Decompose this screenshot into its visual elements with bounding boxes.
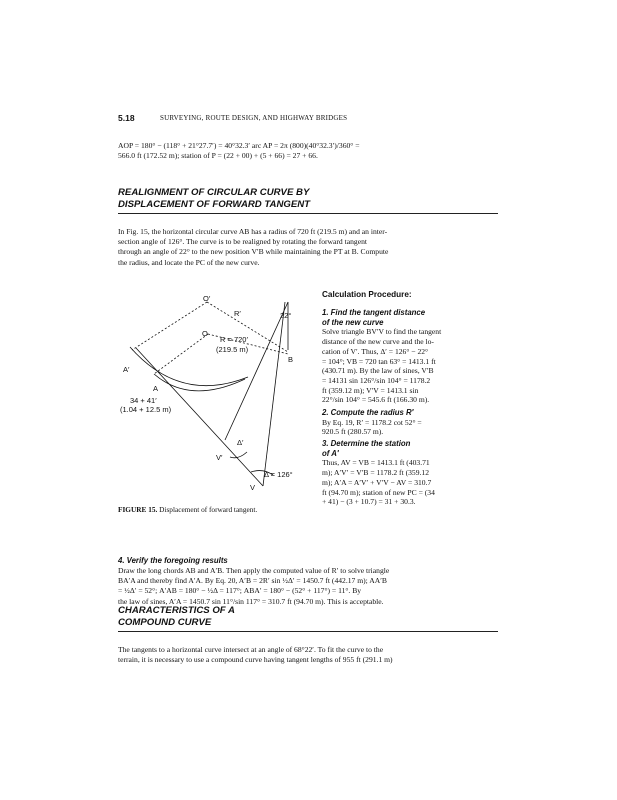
- label-v-prime: V′: [216, 453, 223, 462]
- radius-prime-left: [132, 302, 207, 350]
- label-r-metric: (219.5 m): [216, 345, 249, 354]
- text-line: = 14131 sin 126°/sin 104° = 1178.2: [322, 375, 431, 385]
- label-b: B: [288, 355, 294, 364]
- step-title: 2. Compute the radius R′: [322, 408, 414, 417]
- radius-left: [154, 334, 208, 374]
- step-title: 4. Verify the foregoing results: [118, 556, 228, 565]
- text-line: AOP = 180° − (118° + 21°27.7′) = 40°32.3′ arc AP = 2π (800)(40°32.3′)/360° =: [118, 141, 360, 150]
- text-line: Solve triangle BV′V to find the tangent: [322, 327, 442, 337]
- intro-paragraph: [118, 141, 498, 161]
- text-line: + 41) − (3 + 10.7) = 31 + 30.3.: [322, 497, 416, 507]
- text-line: In Fig. 15, the horizontal circular curve AB has a radius of 720 ft (219.5 m) and an inter-: [118, 227, 388, 236]
- section-rule: [118, 631, 498, 632]
- figure-caption: [118, 505, 257, 514]
- text-line: Draw the long chords AB and A′B. Then apply the computed value of R′ to solve triangle: [118, 566, 390, 575]
- caption-label: FIGURE 15.: [118, 505, 158, 514]
- section-rule: [118, 213, 498, 214]
- text-line: BA′A and thereby find A′A. By Eq. 20, A′B = 2R′ sin ½Δ′ = 1450.7 ft (442.17 m); AA′B: [118, 576, 387, 586]
- curve-diagram: [120, 292, 316, 502]
- text-line: m); A′V′ = V′B = 1178.2 ft (359.12: [322, 468, 429, 478]
- page-number: 5.18: [118, 113, 135, 123]
- text-line: ft (94.70 m); station of new PC = (34: [322, 487, 435, 497]
- heading-line: DISPLACEMENT OF FORWARD TANGENT: [118, 198, 311, 210]
- text-line: distance of the new curve and the lo-: [322, 337, 434, 347]
- label-station-metric: (1.04 + 12.5 m): [120, 405, 172, 414]
- text-line: 566.0 ft (172.52 m); station of P = (22 + 00) + (5 + 66) = 27 + 66.: [118, 151, 318, 161]
- label-delta-126: Δ = 126°: [264, 470, 293, 479]
- label-o-prime: O′: [203, 294, 211, 303]
- heading-line: CHARACTERISTICS OF A: [118, 605, 235, 616]
- heading-line: REALIGNMENT OF CIRCULAR CURVE BY: [118, 187, 310, 198]
- compound-curve-paragraph: [118, 645, 498, 665]
- text-line: ft (359.12 m); V′V = 1413.1 sin: [322, 385, 419, 395]
- text-line: 22°/sin 104° = 545.6 ft (166.30 m).: [322, 395, 430, 405]
- label-r-prime: R′: [234, 309, 241, 318]
- text-line: = 104°; VB = 720 tan 63° = 1413.1 ft: [322, 356, 436, 366]
- text-line: 920.5 ft (280.57 m).: [322, 427, 384, 437]
- label-a: A: [153, 384, 159, 393]
- back-tangent: [136, 348, 263, 486]
- text-line: through an angle of 22° to the new position V′B while maintaining the PT at B. Compute: [118, 247, 389, 257]
- step-4-body: [118, 566, 498, 607]
- text-line: The tangents to a horizontal curve intersect at an angle of 68°22′. To fit the curve to the: [118, 645, 384, 654]
- text-line: (430.71 m). By the law of sines, V′B: [322, 366, 434, 376]
- running-title: SURVEYING, ROUTE DESIGN, AND HIGHWAY BRIDGES: [160, 114, 348, 122]
- step-title: 1. Find the tangent distance: [322, 308, 426, 317]
- forward-tangent: [263, 302, 285, 486]
- figure-15: [120, 292, 316, 502]
- step-title: 3. Determine the station: [322, 439, 411, 448]
- text-line: = ½Δ′ = 52°; A′AB = 180° − ½Δ = 117°; ABA′ = 180° − (52° + 117°) = 11°. By: [118, 586, 362, 596]
- procedure-title: Calculation Procedure:: [322, 290, 412, 299]
- step-title: of A′: [322, 448, 339, 458]
- step-4: [118, 556, 498, 607]
- section-heading-realignment: [118, 187, 498, 210]
- text-line: the radius, and locate the PC of the new curve.: [118, 257, 260, 267]
- section-heading-compound-curve: [118, 605, 498, 628]
- text-line: the law of sines, A′A = 1450.7 sin 11°/sin 117° = 310.7 ft (94.70 m). This is acceptable.: [118, 596, 384, 606]
- step-2: [322, 408, 499, 437]
- new-forward-tangent: [225, 302, 288, 440]
- label-v: V: [250, 483, 256, 492]
- label-o: O: [202, 329, 208, 338]
- label-station: 34 + 41′: [130, 396, 157, 405]
- label-r720: R = 720′: [220, 335, 248, 344]
- text-line: By Eq. 19, R′ = 1178.2 cot 52° =: [322, 417, 422, 427]
- text-line: terrain, it is necessary to use a compound curve having tangent lengths of 955 ft (291.1 m): [118, 655, 393, 665]
- caption-text: Displacement of forward tangent.: [159, 505, 258, 514]
- label-angle-22: 22°: [280, 311, 292, 320]
- heading-line: COMPOUND CURVE: [118, 616, 212, 628]
- problem-paragraph: [118, 227, 498, 268]
- label-a-prime: A′: [123, 365, 130, 374]
- text-line: Thus, AV = VB = 1413.1 ft (403.71: [322, 458, 430, 468]
- label-delta-prime: Δ′: [237, 438, 244, 447]
- text-line: section angle of 126°. The curve is to be realigned by rotating the forward tangent: [118, 237, 367, 247]
- running-header: [118, 113, 498, 127]
- step-1: [322, 308, 499, 405]
- text-line: m); A′A = A′V′ + V′V − AV = 310.7: [322, 477, 432, 487]
- step-3: [322, 439, 499, 507]
- text-line: cation of V′. Thus, Δ′ = 126° − 22°: [322, 346, 429, 356]
- step-title: of the new curve: [322, 317, 384, 327]
